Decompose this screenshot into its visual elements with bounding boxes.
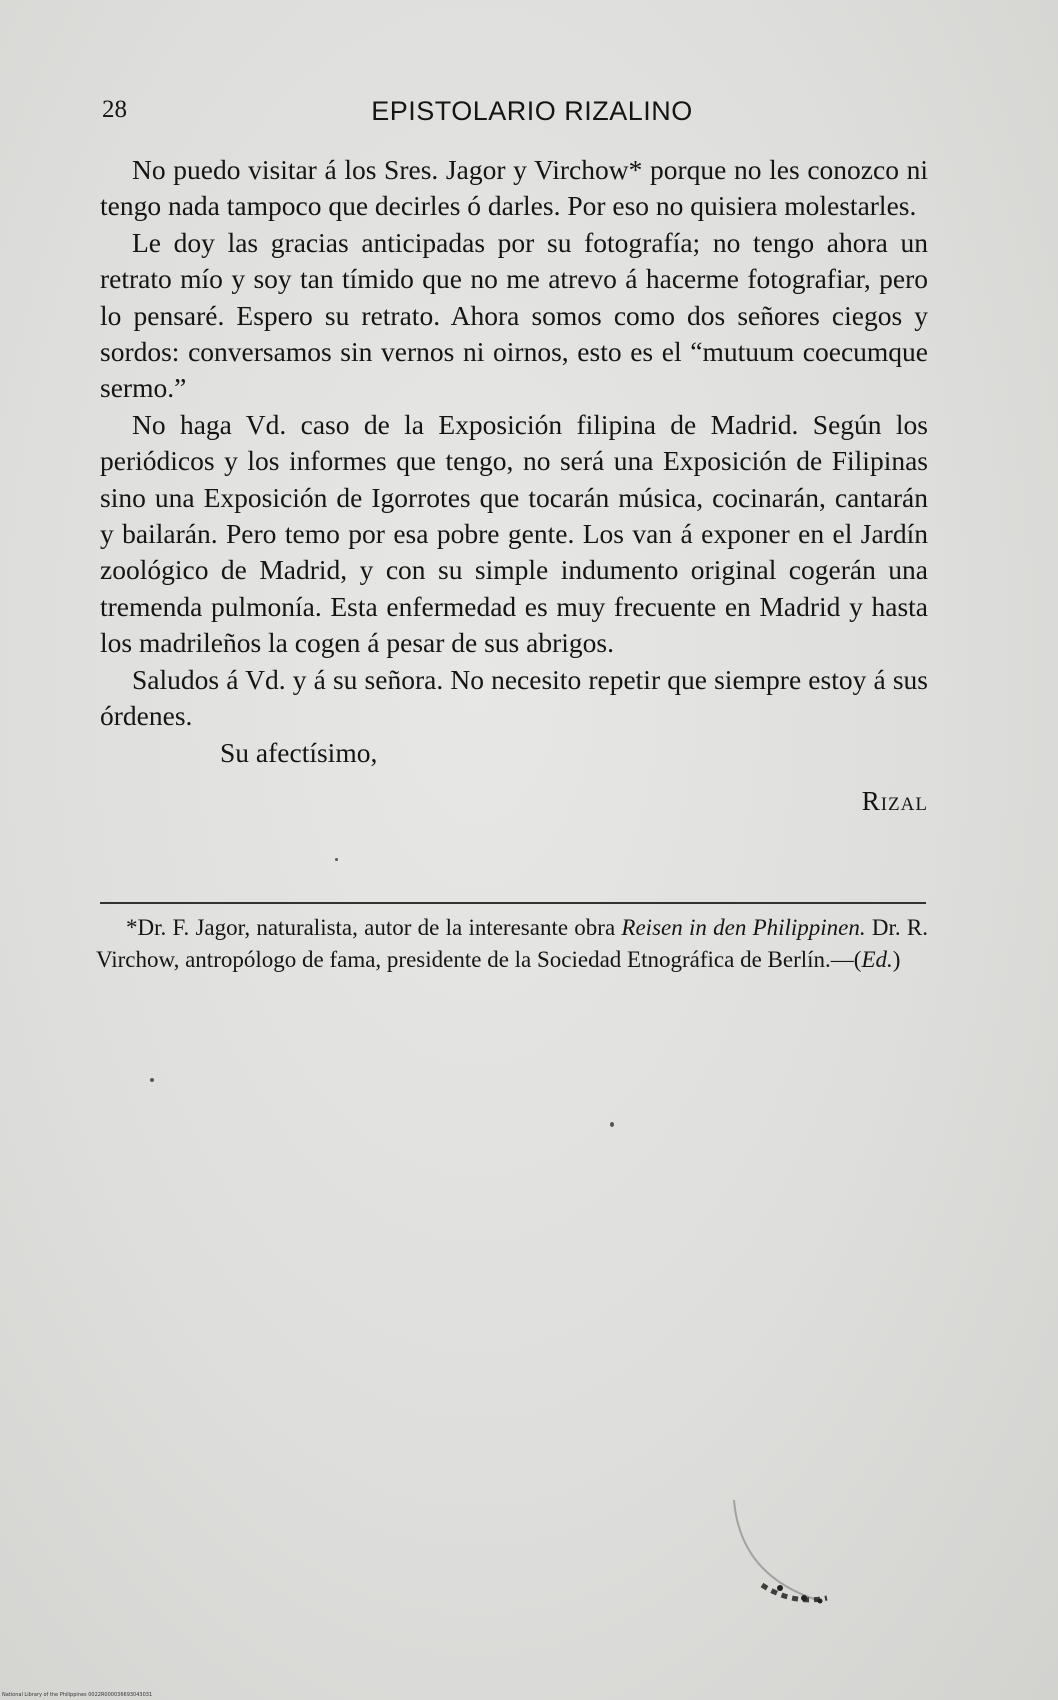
paper-speck [610, 1122, 614, 1127]
page-number: 28 [102, 96, 127, 123]
paper-speck [335, 858, 338, 861]
footnote-divider [100, 902, 926, 904]
footnote-text-3: ) [892, 947, 901, 972]
footnote-editor-mark: Ed. [861, 947, 893, 972]
footnote-text-1: *Dr. F. Jagor, naturalista, autor de la interesante obra [126, 915, 622, 940]
footnote-paragraph [96, 912, 928, 976]
letter-paragraph-1: No puedo visitar á los Sres. Jagor y Virchow* porque no les conozco ni tengo nada tampoco que decirles ó darles. Por eso no quisiera molestarles. [100, 154, 928, 222]
footnote-text-2: Dr. R. Virchow, antropólogo de fama, presidente de la Sociedad Etnográfica de Berlín.—( [96, 915, 928, 972]
library-stamp-icon [722, 1480, 862, 1620]
letter-paragraph-2: Le doy las gracias anticipadas por su fotografía; no tengo ahora un retrato mío y soy tan tímido que no me atrevo á hacerme fotografiar, pero lo pensaré. Espero su retrato. Ahora somos como dos señores ciegos y sordos: conversamos sin vernos ni oirnos, esto es el “mutuum coecumque sermo.” [100, 226, 928, 404]
page-header [102, 96, 922, 136]
footnote [96, 912, 928, 976]
paper-speck [150, 1078, 154, 1082]
footnote-book-title: Reisen in den Philippinen. [621, 915, 866, 940]
letter-closing: Su afectísimo, [220, 736, 378, 768]
library-credit: National Library of the Philippines 0022R000036693043031 [2, 1692, 153, 1698]
running-title: EPISTOLARIO RIZALINO [371, 96, 693, 126]
letter-signature: Rizal [861, 785, 928, 816]
letter-body [100, 152, 928, 819]
letter-paragraph-4: Saludos á Vd. y á su señora. No necesito repetir que siempre estoy á sus órdenes. [100, 663, 928, 732]
letter-paragraph-3: No haga Vd. caso de la Exposición filipina de Madrid. Según los periódicos y los informes que tengo, no será una Exposición de Filipinas sino una Exposición de Igorrotes que tocarán música, cocinarán, cantarán y bailarán. Pero temo por esa pobre gente. Los van á exponer en el Jardín zoológico de Madrid, y con su simple indumento original cogerán una tremenda pulmonía. Esta enfermedad es muy frecuente en Madrid y hasta los madrileños la cogen á pesar de sus abrigos. [100, 408, 928, 659]
